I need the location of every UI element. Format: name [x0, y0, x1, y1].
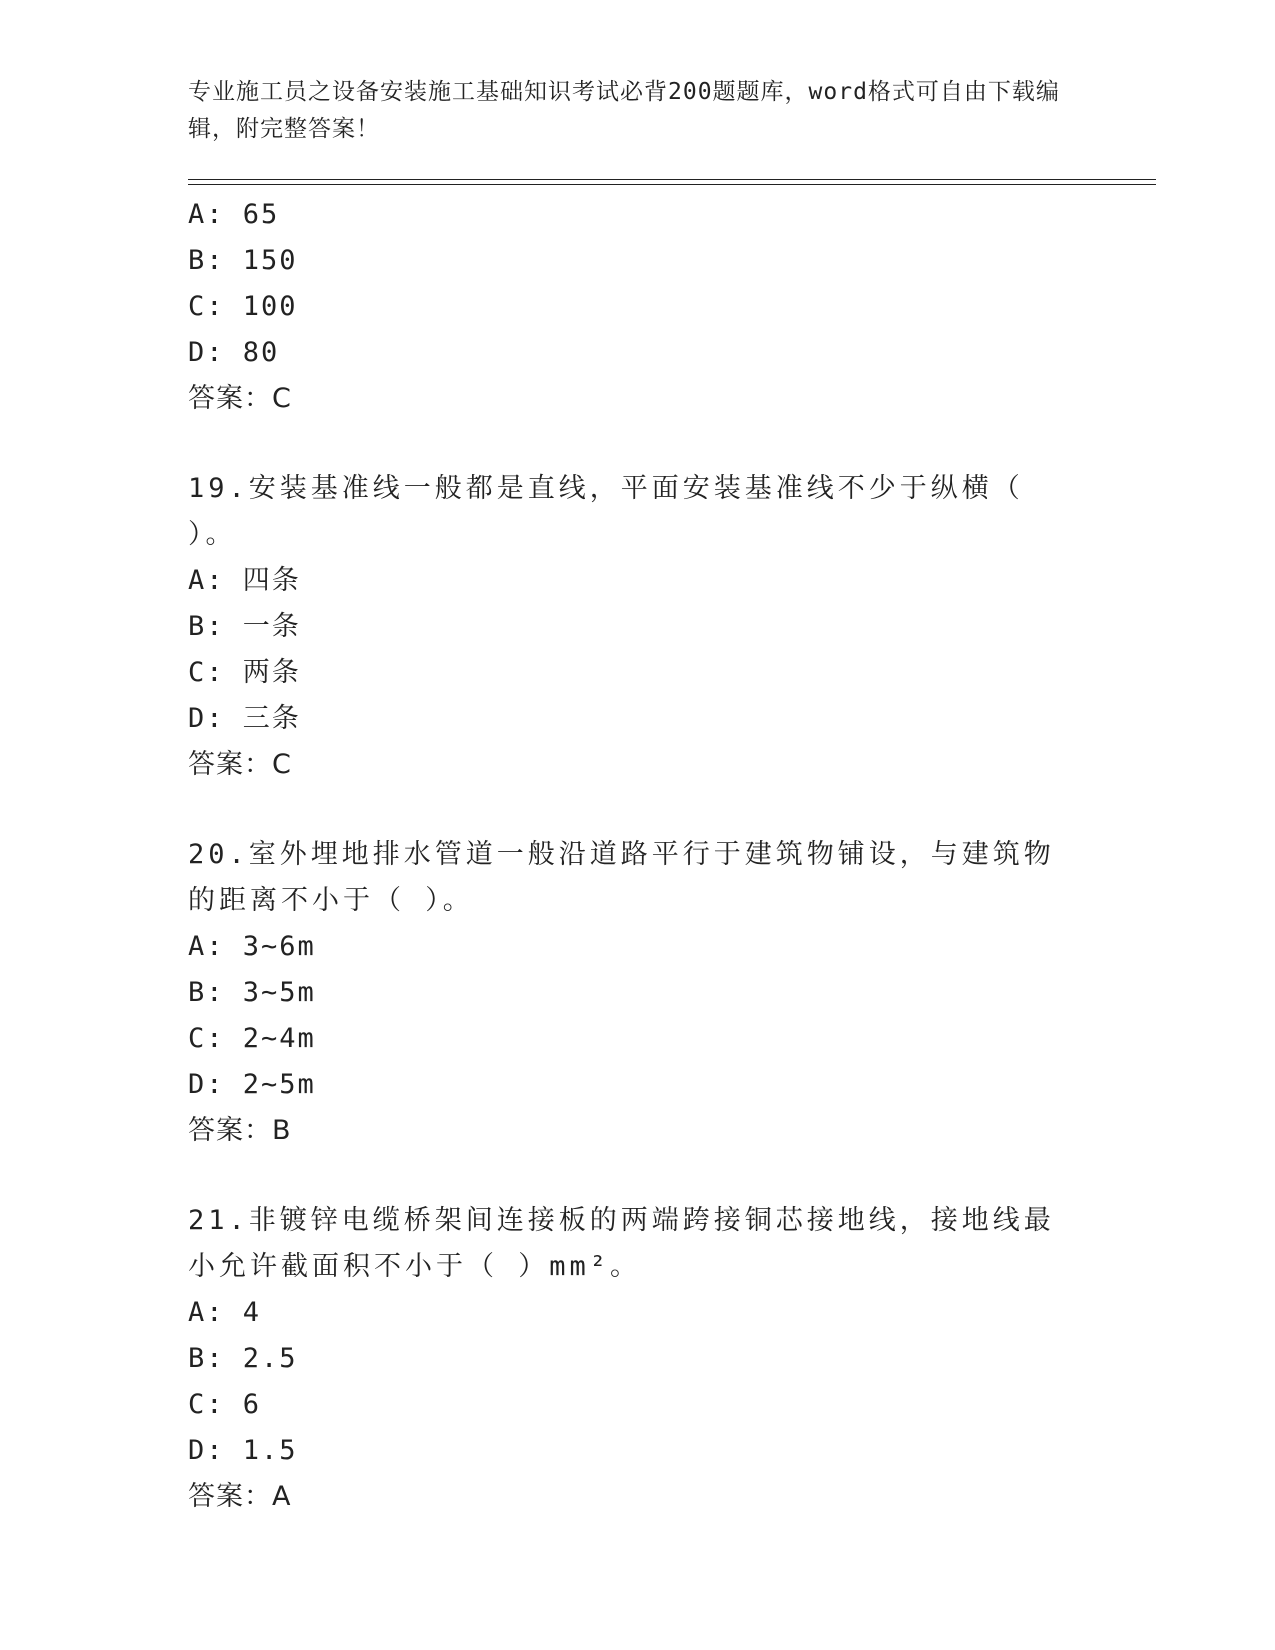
option-b: B: 一条 — [188, 611, 301, 642]
option-c: C: 6 — [188, 1389, 262, 1420]
option-d: D: 2~5m — [188, 1069, 316, 1100]
answer-line: 答案：B — [188, 1115, 292, 1146]
option-b: B: 150 — [188, 245, 298, 276]
question-21 — [188, 1198, 1108, 1520]
option-a: A: 4 — [188, 1297, 262, 1328]
header-rule-top — [188, 179, 1156, 180]
header-rule-bottom — [188, 184, 1156, 185]
option-c: C: 2~4m — [188, 1023, 316, 1054]
option-d: D: 80 — [188, 337, 280, 368]
option-a: A: 3~6m — [188, 931, 316, 962]
option-a: A: 四条 — [188, 565, 301, 596]
option-b: B: 3~5m — [188, 977, 316, 1008]
question-20 — [188, 832, 1108, 1154]
answer-line: 答案：C — [188, 383, 292, 414]
option-b: B: 2.5 — [188, 1343, 298, 1374]
option-d: D: 1.5 — [188, 1435, 298, 1466]
option-d: D: 三条 — [188, 703, 301, 734]
option-c: C: 两条 — [188, 657, 301, 688]
option-a: A: 65 — [188, 199, 280, 230]
question-title: 19.安装基准线一般都是直线，平面安装基准线不少于纵横（ ）。 — [188, 473, 1024, 550]
option-c: C: 100 — [188, 291, 298, 322]
question-title: 20.室外埋地排水管道一般沿道路平行于建筑物铺设，与建筑物的距离不小于（ ）。 — [188, 839, 1055, 916]
question-19 — [188, 466, 1108, 788]
answer-line: 答案：C — [188, 749, 292, 780]
document-header: 专业施工员之设备安装施工基础知识考试必背200题题库，word格式可自由下载编辑，附完整答案！ — [188, 79, 1060, 142]
answer-line: 答案：A — [188, 1481, 292, 1512]
question-title: 21.非镀锌电缆桥架间连接板的两端跨接铜芯接地线，接地线最小允许截面积不小于（ ）mm²。 — [188, 1205, 1055, 1282]
document-body — [188, 192, 1108, 1520]
question-18-continued — [188, 192, 1108, 422]
